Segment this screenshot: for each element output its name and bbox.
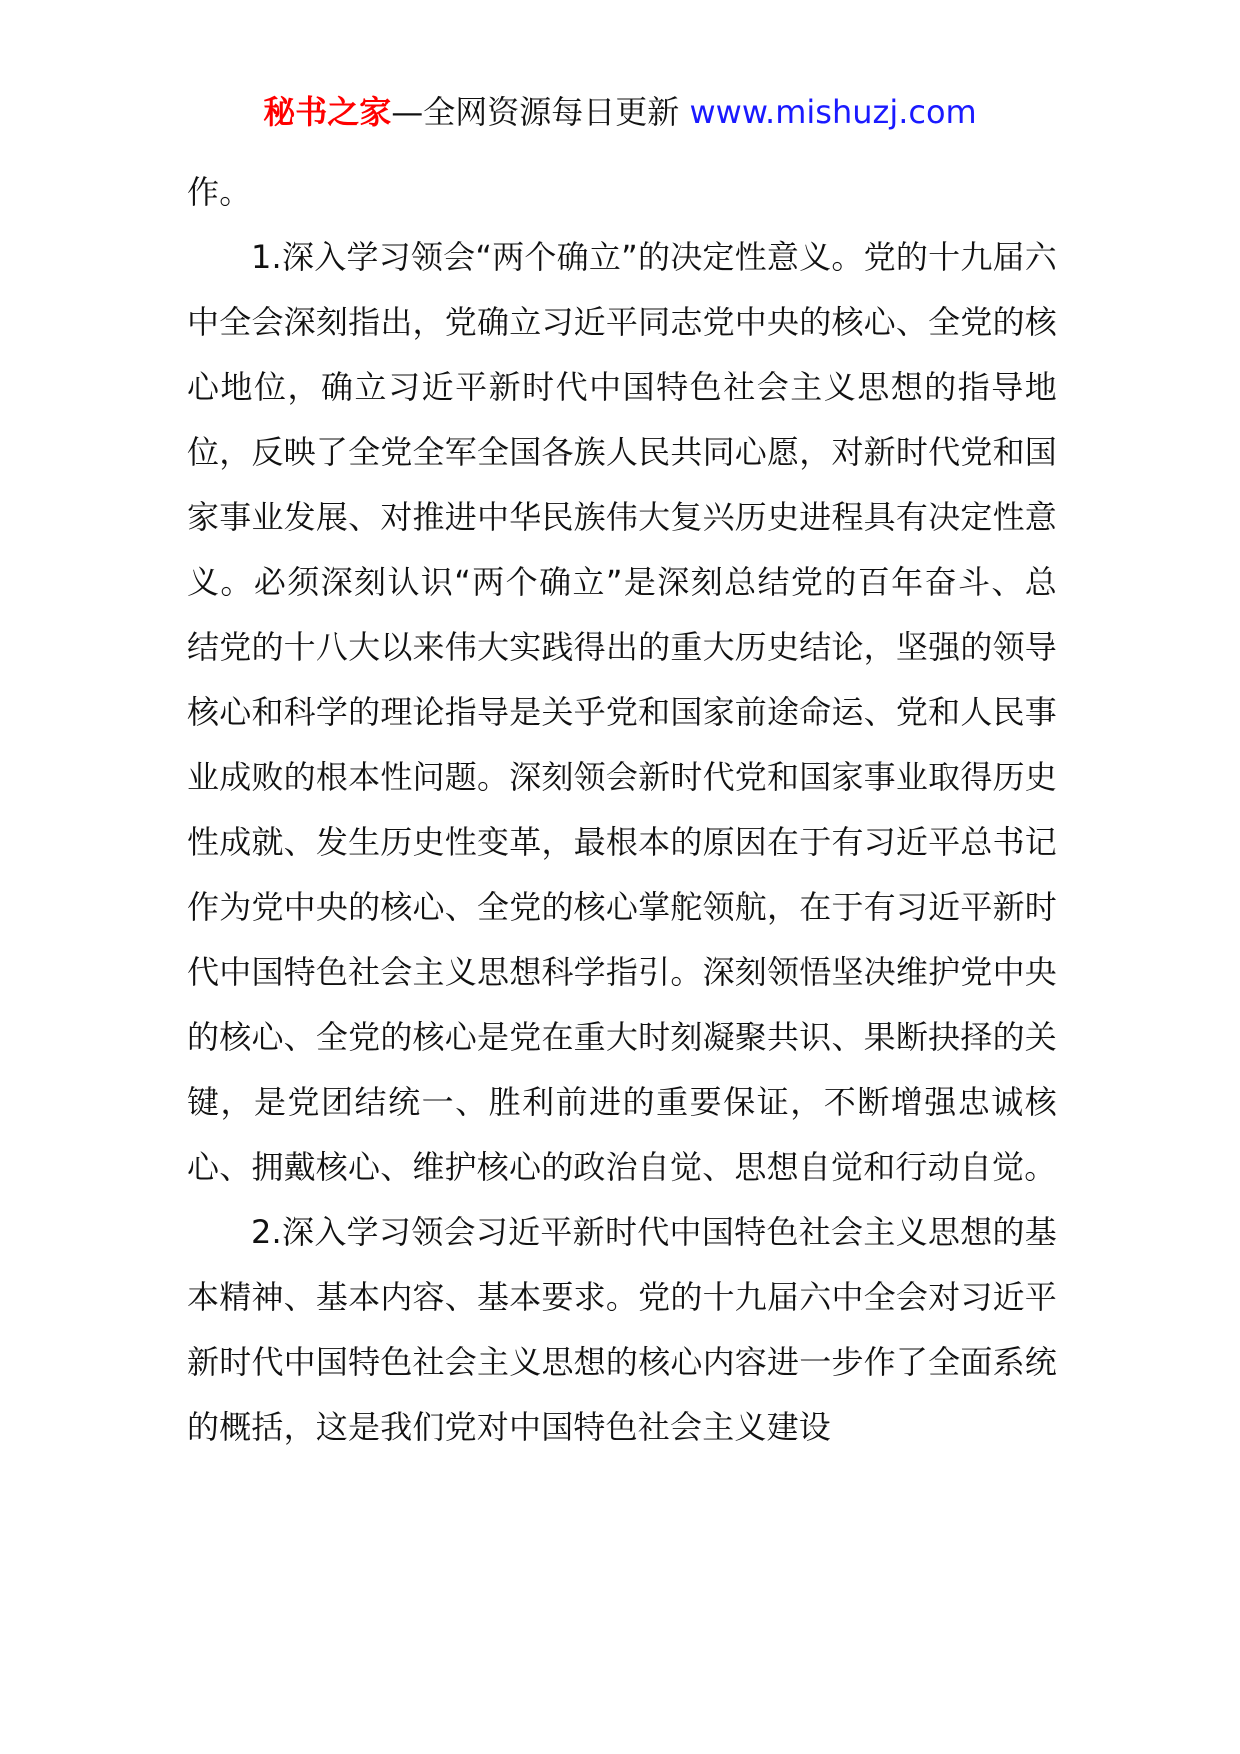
header-slogan: —全网资源每日更新 bbox=[391, 93, 680, 131]
paragraph-section-2: 2.深入学习领会习近平新时代中国特色社会主义思想的基本精神、基本内容、基本要求。党的十九届六中全会对习近平新时代中国特色社会主义思想的核心内容进一步作了全面系统的概括，这是我们党对中国特色社会主义建设 bbox=[187, 1213, 1057, 1446]
header-brand: 秘书之家 bbox=[263, 93, 392, 131]
paragraph-continuation: 作。 bbox=[187, 173, 252, 211]
document-body bbox=[187, 160, 1057, 1460]
header-url-link[interactable]: www.mishuzj.com bbox=[689, 93, 977, 131]
page-header bbox=[0, 88, 1240, 136]
paragraph-section-1: 1.深入学习领会“两个确立”的决定性意义。党的十九届六中全会深刻指出，党确立习近平同志党中央的核心、全党的核心地位，确立习近平新时代中国特色社会主义思想的指导地位，反映了全党全军全国各族人民共同心愿，对新时代党和国家事业发展、对推进中华民族伟大复兴历史进程具有决定性意义。必须深刻认识“两个确立”是深刻总结党的百年奋斗、总结党的十八大以来伟大实践得出的重大历史结论，坚强的领导核心和科学的理论指导是关乎党和国家前途命运、党和人民事业成败的根本性问题。深刻领会新时代党和国家事业取得历史性成就、发生历史性变革，最根本的原因在于有习近平总书记作为党中央的核心、全党的核心掌舵领航，在于有习近平新时代中国特色社会主义思想科学指引。深刻领悟坚决维护党中央的核心、全党的核心是党在重大时刻凝聚共识、果断抉择的关键，是党团结统一、胜利前进的重要保证，不断增强忠诚核心、拥戴核心、维护核心的政治自觉、思想自觉和行动自觉。 bbox=[187, 238, 1057, 1186]
